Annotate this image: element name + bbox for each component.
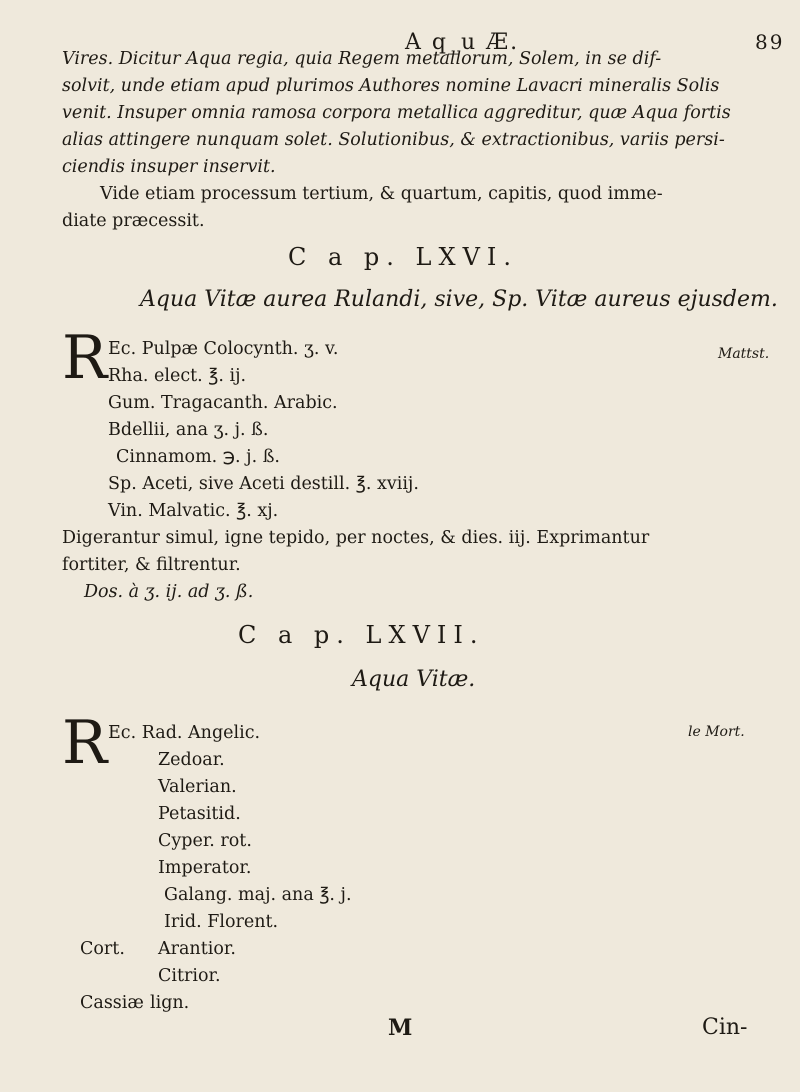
page-number: 89 bbox=[755, 30, 785, 54]
drop-cap: R bbox=[62, 708, 108, 778]
recipe-67 bbox=[108, 720, 352, 936]
vide-paragraph bbox=[62, 181, 762, 235]
recipe-line: Arantior. bbox=[158, 939, 236, 959]
chapter-heading-67: C a p. LXVII. bbox=[238, 621, 485, 649]
recipe-line: Cyper. rot. bbox=[158, 831, 252, 851]
margin-note: Mattst. bbox=[718, 346, 770, 362]
recipe-line: Ec. Rad. Angelic. bbox=[108, 723, 261, 743]
margin-note: le Mort. bbox=[688, 724, 745, 740]
recipe-line: Irid. Florent. bbox=[164, 912, 279, 932]
recipe-line: Valerian. bbox=[158, 777, 237, 797]
catchword: Cin- bbox=[702, 1015, 748, 1040]
cort-prefix: Cort. bbox=[80, 939, 125, 959]
text-line: Vide etiam processum tertium, & quartum, capitis, quod imme- bbox=[100, 184, 663, 204]
recipe-line: Vin. Malvatic. ℥. xj. bbox=[108, 501, 279, 521]
recipe-line: Cinnamom. ℈. j. ß. bbox=[116, 447, 280, 467]
recipe-line: Rha. elect. ℥. ij. bbox=[108, 366, 247, 386]
recipe-line: Citrior. bbox=[158, 966, 221, 986]
digest-paragraph bbox=[62, 525, 762, 579]
recipe-line: lign. bbox=[150, 993, 190, 1013]
text-line: venit. Insuper omnia ramosa corpora metallica aggreditur, quæ Aqua fortis bbox=[62, 103, 731, 123]
text-line: alias attingere nunquam solet. Solutionibus, & extractionibus, variis persi- bbox=[62, 130, 725, 150]
vires-paragraph bbox=[62, 46, 762, 181]
chapter-heading-66: C a p. LXVI. bbox=[288, 243, 519, 271]
text-line: fortiter, & filtrentur. bbox=[62, 555, 241, 575]
text-line: Vires. Dicitur Aqua regia, quia Regem metallorum, Solem, in se dif- bbox=[62, 49, 662, 69]
recipe-line: Petasitid. bbox=[158, 804, 241, 824]
text-line: solvit, unde etiam apud plurimos Authores nomine Lavacri mineralis Solis bbox=[62, 76, 720, 96]
text-line: ciendis insuper inservit. bbox=[62, 157, 276, 177]
text-line: Digerantur simul, igne tepido, per noctes, & dies. iij. Exprimantur bbox=[62, 528, 650, 548]
recipe-line: Imperator. bbox=[158, 858, 252, 878]
recipe-line: Gum. Tragacanth. Arabic. bbox=[108, 393, 338, 413]
recipe-66 bbox=[108, 336, 419, 525]
chapter-title-67: Aqua Vitæ. bbox=[352, 667, 476, 692]
drop-cap: R bbox=[62, 323, 108, 393]
recipe-line: Bdellii, ana ʒ. j. ß. bbox=[108, 420, 269, 440]
chapter-title-66: Aqua Vitæ aurea Rulandi, sive, Sp. Vitæ aureus ejusdem. bbox=[140, 287, 778, 312]
recipe-line: Ec. Pulpæ Colocynth. ʒ. v. bbox=[108, 339, 339, 359]
recipe-line: Galang. maj. ana ℥. j. bbox=[164, 885, 352, 905]
running-title: A q_u Æ. bbox=[405, 30, 520, 55]
text-line: diate præcessit. bbox=[62, 211, 205, 231]
signature-mark: M bbox=[388, 1015, 413, 1041]
recipe-line: Sp. Aceti, sive Aceti destill. ℥. xviij. bbox=[108, 474, 419, 494]
cassiae-prefix: Cassiæ bbox=[80, 993, 144, 1013]
dose-line: Dos. à ʒ. ij. ad ʒ. ß. bbox=[84, 582, 254, 602]
recipe-line: Zedoar. bbox=[158, 750, 225, 770]
